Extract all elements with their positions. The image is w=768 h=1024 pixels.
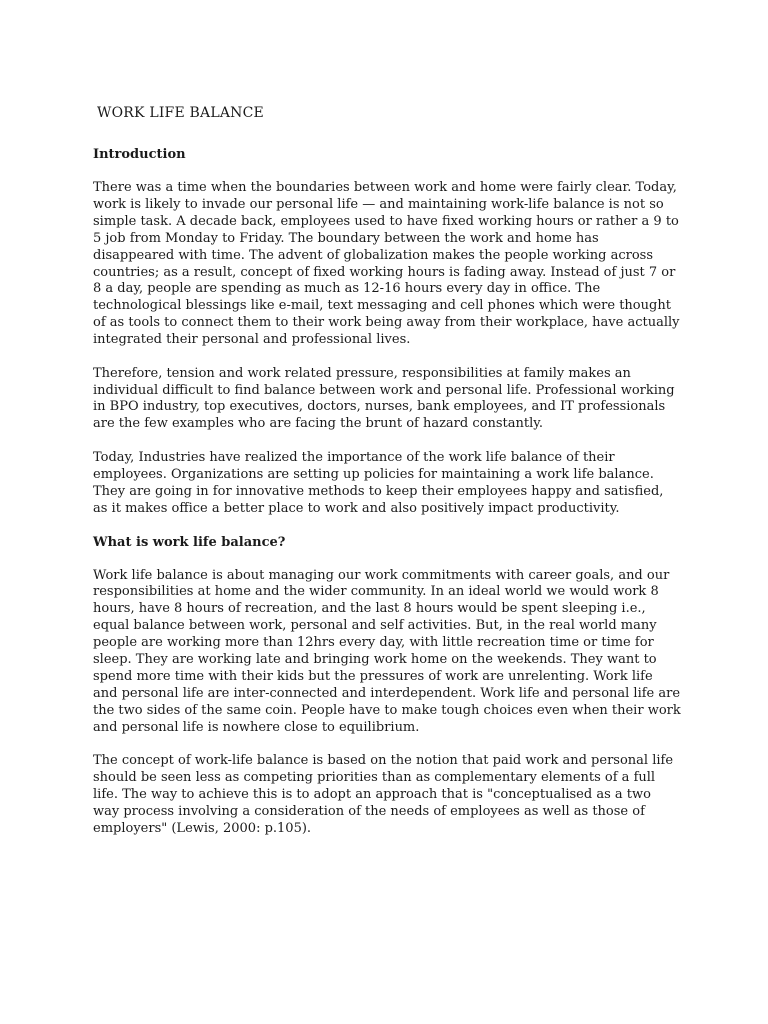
intro-paragraph-1: There was a time when the boundaries between work and home were fairly clear. Today, work is likely to invade our personal life — and maintaining work-life balance is not so simple task. A decade back, employees used to have fixed working hours or rather a 9 to 5 job from Monday to Friday. The boundary between the work and home has disappeared with time. The advent of globalization makes the people working across countries; as a result, concept of fixed working hours is fading away. Instead of just 7 or 8 a day, people are spending as much as 12-16 hours every day in office. The technological blessings like e-mail, text messaging and cell phones which were thought of as tools to connect them to their work being away from their workplace, have actually integrated their personal and professional lives. xyxy=(93,180,680,348)
document-title: WORK LIFE BALANCE xyxy=(97,105,264,121)
intro-paragraph-2: Therefore, tension and work related pressure, responsibilities at family makes an individual difficult to find balance between work and personal life. Professional working in BPO industry, top executives, doctors, nurses, bank employees, and IT professionals are the few examples who are facing the brunt of hazard constantly. xyxy=(93,365,675,432)
document-page xyxy=(93,100,681,838)
definition-paragraph-2: The concept of work-life balance is based on the notion that paid work and personal life should be seen less as competing priorities than as complementary elements of a full life. The way to achieve this is to adopt an approach that is "conceptualised as a two way process involving a consideration of the needs of employees as well as those of employers" (Lewis, 2000: p.105). xyxy=(93,753,674,836)
section-heading-what-is-work-life-balance: What is work life balance? xyxy=(93,534,286,550)
intro-paragraph-3: Today, Industries have realized the importance of the work life balance of their employees. Organizations are setting up policies for maintaining a work life balance. They are going in for innovative methods to keep their employees happy and satisfied, as it makes office a better place to work and also positively impact productivity. xyxy=(93,449,664,516)
section-heading-introduction: Introduction xyxy=(93,147,186,162)
definition-paragraph-1: Work life balance is about managing our work commitments with career goals, and our responsibilities at home and the wider community. In an ideal world we would work 8 hours, have 8 hours of recreation, and the last 8 hours would be spent sleeping i.e., equal balance between work, personal and self activities. But, in the real world many people are working more than 12hrs every day, with little recreation time or time for sleep. They are working late and bringing work home on the weekends. They want to spend more time with their kids but the pressures of work are unrelenting. Work life and personal life are inter-connected and interdependent. Work life and personal life are the two sides of the same coin. People have to make tough choices even when their work and personal life is nowhere close to equilibrium. xyxy=(93,567,681,735)
